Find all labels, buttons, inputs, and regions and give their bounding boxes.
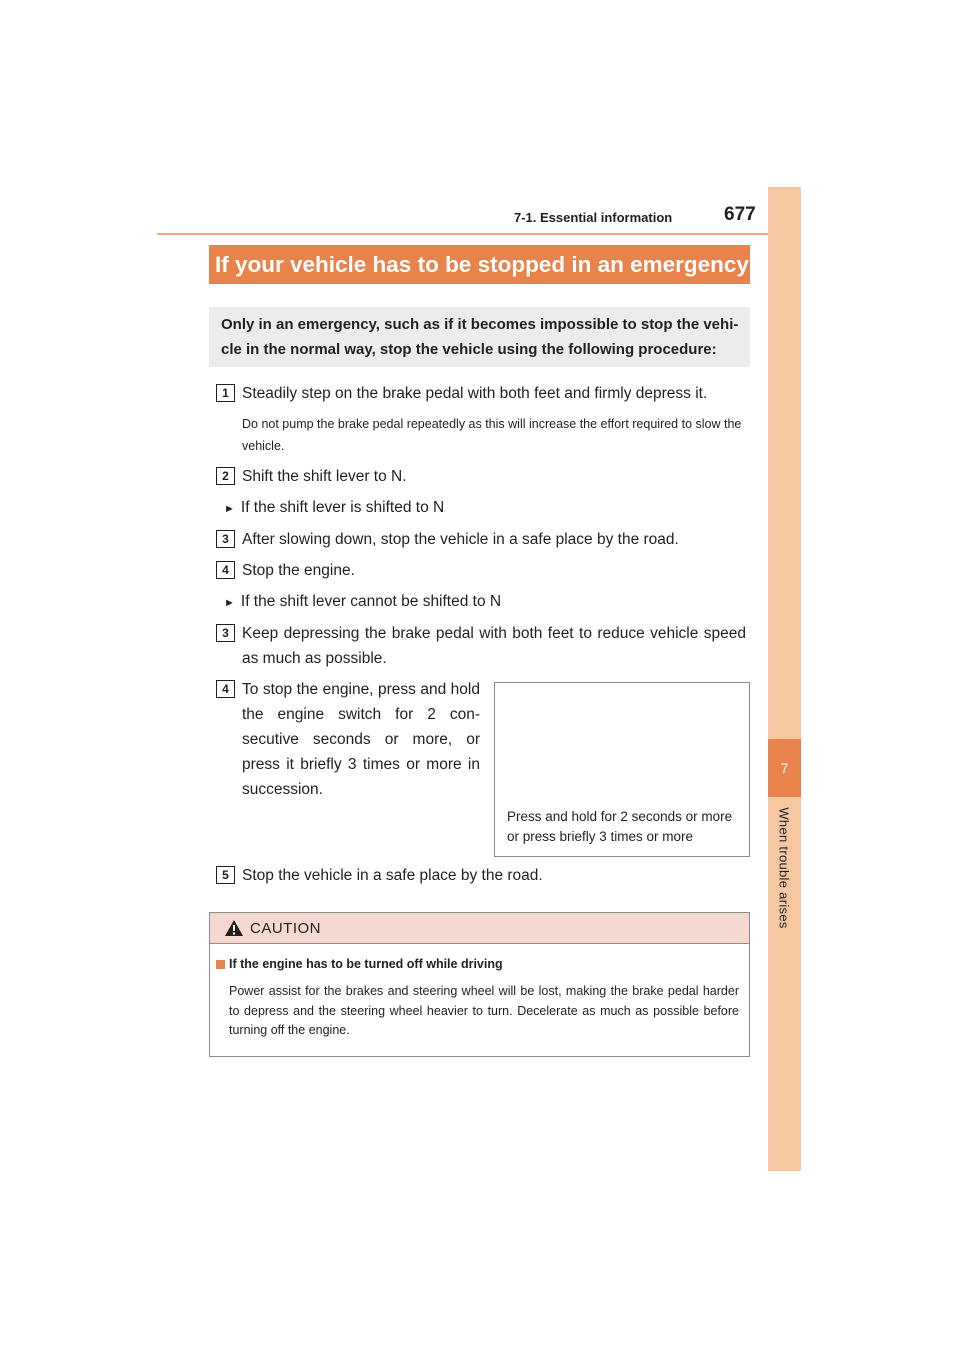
caution-body: Power assist for the brakes and steering wheel will be lost, making the brake pedal harder to depress and the steering wheel heavier to turn. Decelerate as much as possible before turning off the engine. xyxy=(229,984,739,1037)
caution-subtitle xyxy=(216,957,503,971)
engine-switch-figure xyxy=(494,682,750,857)
case-b-label: If the shift lever cannot be shifted to N xyxy=(240,593,502,610)
chapter-label: When trouble arises xyxy=(776,807,792,929)
case-heading-b xyxy=(224,589,501,616)
step-3b-text: Keep depressing the brake pedal with both feet to reduce vehicle speed as much as possible. xyxy=(242,625,746,667)
step-badge-4: 4 xyxy=(216,561,235,579)
caution-box xyxy=(209,912,750,1057)
step-1-note: Do not pump the brake pedal repeatedly as this will increase the effort required to slow the vehicle. xyxy=(242,417,742,453)
section-title: If your vehicle has to be stopped in an emergency xyxy=(209,245,750,284)
figure-caption: Press and hold for 2 seconds or more or press briefly 3 times or more xyxy=(507,809,733,844)
intro-line-2: cle in the normal way, stop the vehicle using the following procedure: xyxy=(221,341,717,358)
step-4b-text: To stop the engine, press and hold the engine switch for 2 con-secutive seconds or more, or press it briefly 3 times or more in succession. xyxy=(242,681,480,798)
header-rule xyxy=(157,233,801,235)
chapter-sidebar xyxy=(768,187,801,1171)
chapter-tab[interactable]: 7 xyxy=(768,739,801,797)
triangle-right-icon: ► xyxy=(224,597,235,609)
caution-header xyxy=(210,913,749,944)
step-1-text: Steadily step on the brake pedal with both feet and firmly depress it. xyxy=(242,385,708,402)
step-badge-1: 1 xyxy=(216,384,235,402)
case-heading-a xyxy=(224,495,444,522)
case-a-label: If the shift lever is shifted to N xyxy=(240,499,445,516)
step-badge-5: 5 xyxy=(216,866,235,884)
square-bullet-icon xyxy=(216,960,225,969)
step-badge-2: 2 xyxy=(216,467,235,485)
warning-icon xyxy=(224,919,244,937)
triangle-right-icon: ► xyxy=(224,503,235,515)
step-2-text: Shift the shift lever to N. xyxy=(242,468,407,485)
step-badge-3: 3 xyxy=(216,530,235,548)
caution-subtitle-text: If the engine has to be turned off while driving xyxy=(229,957,503,971)
caution-title: CAUTION xyxy=(250,919,321,937)
section-reference: 7-1. Essential information xyxy=(514,210,673,225)
step-5-text: Stop the vehicle in a safe place by the road. xyxy=(242,867,543,884)
intro-box xyxy=(209,307,750,367)
step-4-text: Stop the engine. xyxy=(242,562,355,579)
step-badge-4b: 4 xyxy=(216,680,235,698)
step-3-text: After slowing down, stop the vehicle in a safe place by the road. xyxy=(242,531,679,548)
intro-line-1: Only in an emergency, such as if it becomes impossible to stop the vehi- xyxy=(221,316,739,333)
step-badge-3b: 3 xyxy=(216,624,235,642)
page-number: 677 xyxy=(724,204,756,225)
